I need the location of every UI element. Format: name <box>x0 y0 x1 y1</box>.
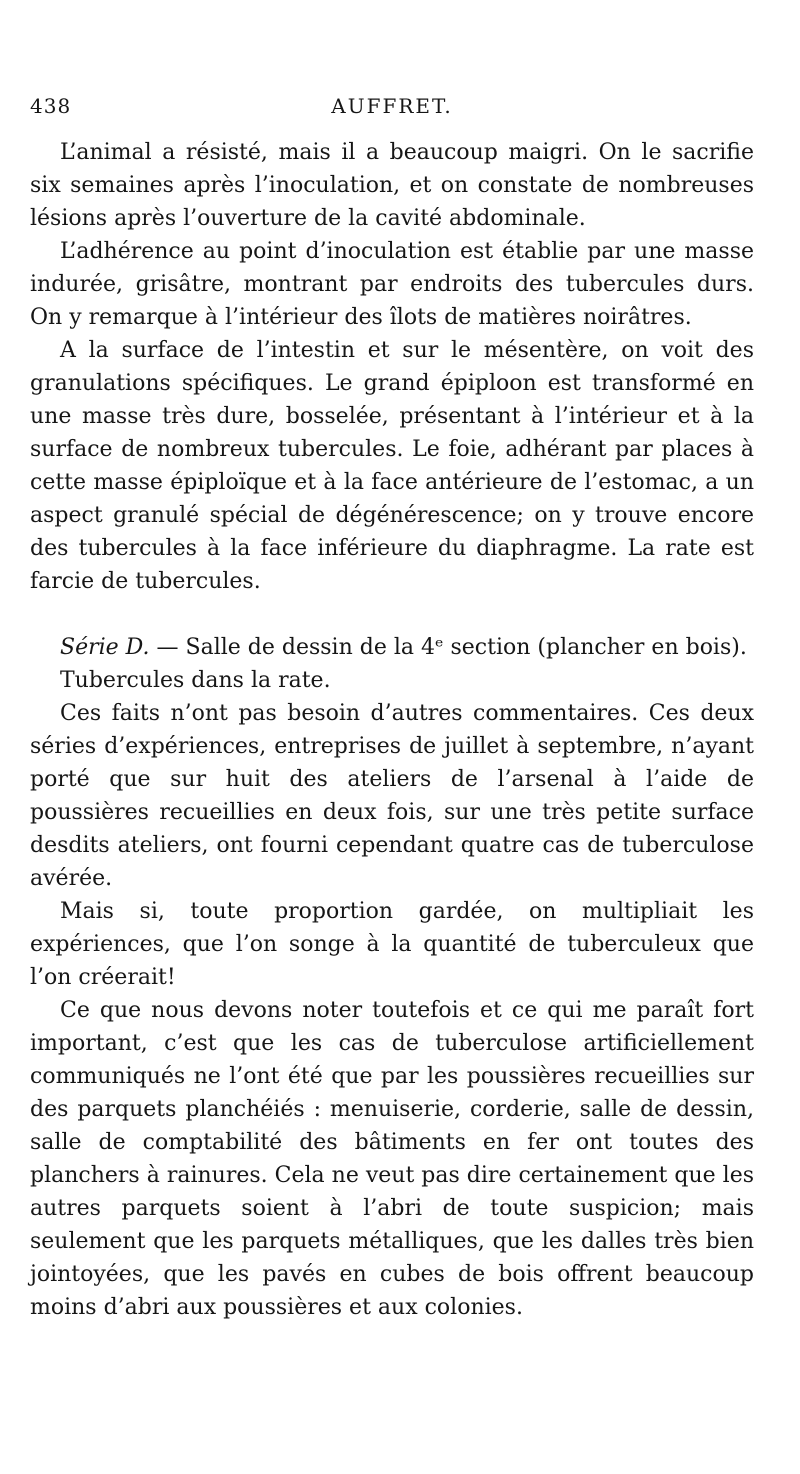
series-label: Série D. <box>60 635 150 660</box>
series-d-heading <box>30 631 754 664</box>
paragraph-animal-sacrifice: L’animal a résisté, mais il a beaucoup maigri. On le sacrifie six semaines après l’inoculation, et on constate de nombreuses lésions après l’ouverture de la cavité abdominale. <box>30 140 754 231</box>
paragraph-multiply-experiments: Mais si, toute proportion gardée, on multipliait les expériences, que l’on songe à la quantité de tuberculeux que l’on créerait! <box>30 899 754 990</box>
series-description: — Salle de dessin de la 4ᵉ section (plancher en bois). <box>149 635 747 660</box>
page-number: 438 <box>30 94 72 118</box>
paragraph-facts-comment: Ces faits n’ont pas besoin d’autres commentaires. Ces deux séries d’expériences, entreprises de juillet à septembre, n’ayant porté que sur huit des ateliers de l’arsenal à l’aide de poussières recueillies en deux fois, sur une très petite surface desdits ateliers, ont fourni cependant quatre cas de tuberculose avérée. <box>30 701 754 891</box>
paragraph-adherence: L’adhérence au point d’inoculation est établie par une masse indurée, grisâtre, montrant par endroits des tubercules durs. On y remarque à l’intérieur des îlots de matières noirâtres. <box>30 239 754 330</box>
body-text <box>30 136 754 1324</box>
running-head <box>30 94 754 120</box>
running-title: AUFFRET. <box>331 94 453 118</box>
paragraph-intestine-surface: A la surface de l’intestin et sur le mésentère, on voit des granulations spécifiques. Le grand épiploon est transformé en une masse très dure, bosselée, présentant à l’intérieur et à la surface de nombreux tubercules. Le foie, adhérant par places à cette masse épiploïque et à la face antérieure de l’estomac, a un aspect granulé spécial de dégénérescence; on y trouve encore des tubercules à la face inférieure du diaphragme. La rate est farcie de tubercules. <box>30 338 754 594</box>
paragraph-floor-conclusion: Ce que nous devons noter toutefois et ce qui me paraît fort important, c’est que les cas de tuberculose artificiellement communiqués ne l’ont été que par les poussières recueillies sur des parquets planchéiés : menuiserie, corderie, salle de dessin, salle de comptabilité des bâtiments en fer ont toutes des planchers à rainures. Cela ne veut pas dire certainement que les autres parquets soient à l’abri de toute suspicion; mais seulement que les parquets métalliques, que les dalles très bien jointoyées, que les pavés en cubes de bois offrent beaucoup moins d’abri aux poussières et aux colonies. <box>30 998 754 1320</box>
paragraph-spleen-tubercles: Tubercules dans la rate. <box>60 668 331 693</box>
